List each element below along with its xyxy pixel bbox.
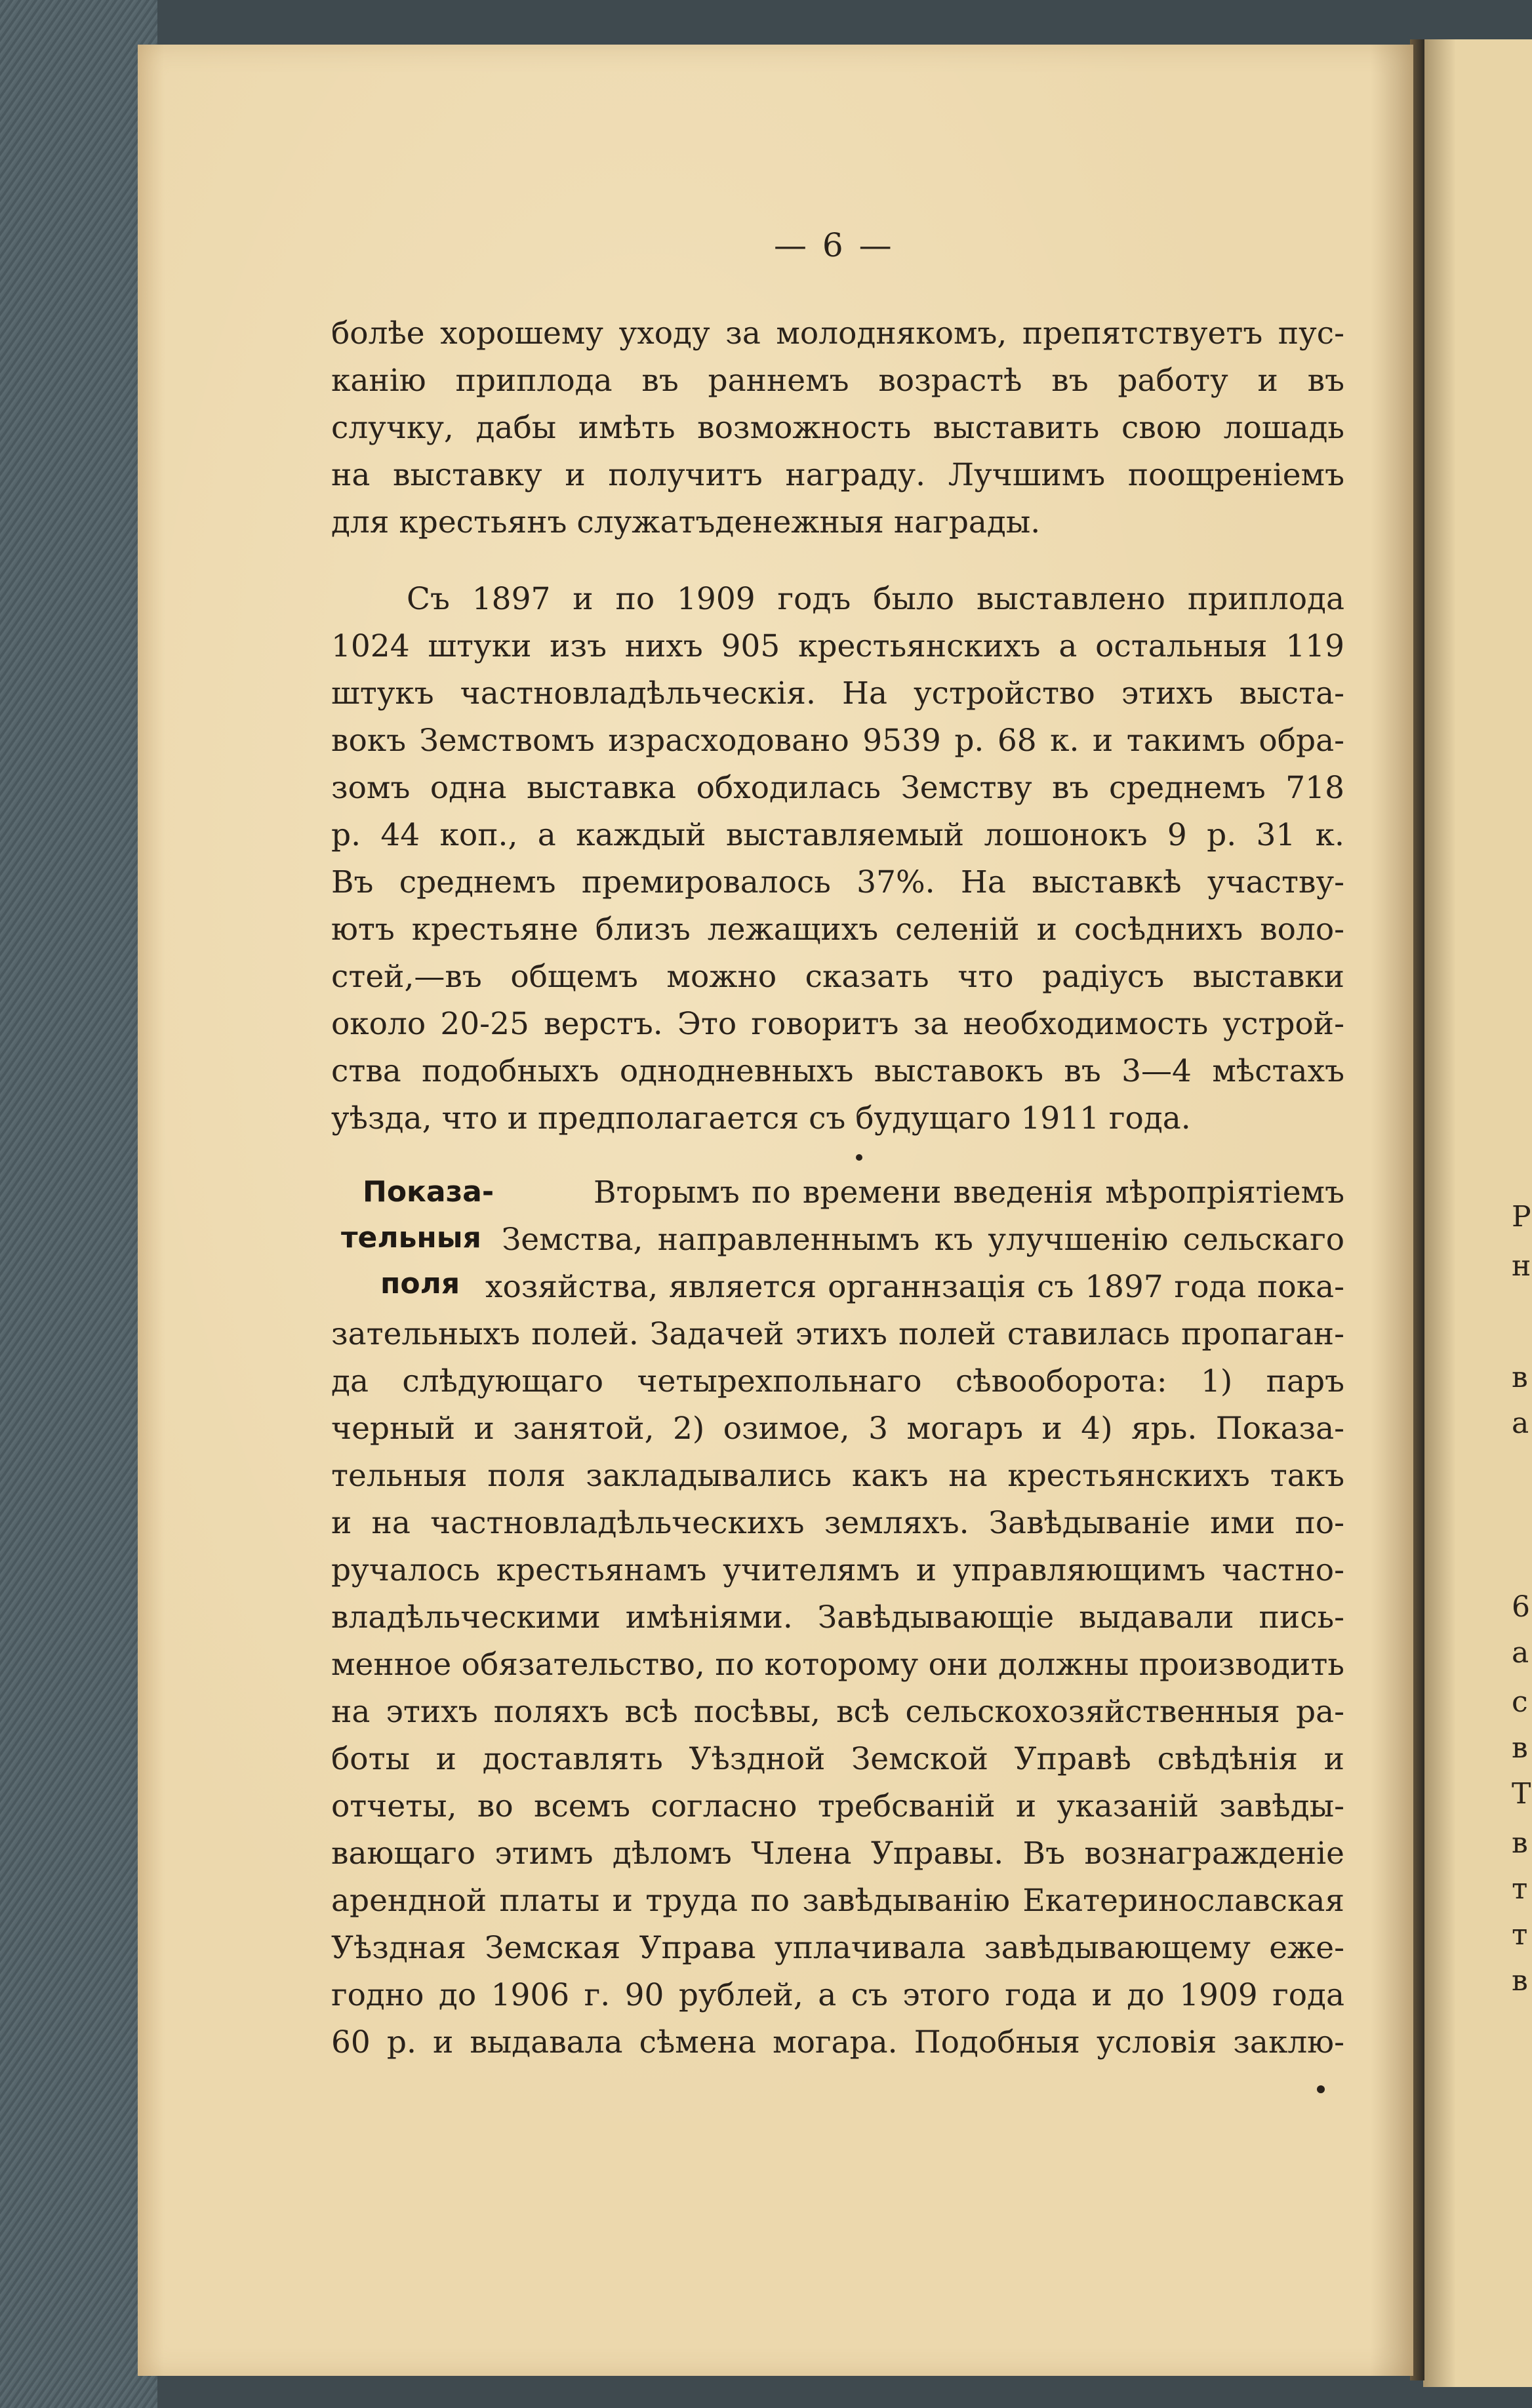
margin-note-line: Показа- bbox=[363, 1175, 494, 1209]
text-line: ручалось крестьянамъ учителямъ и управляющимъ частно- bbox=[331, 1552, 1344, 1588]
margin-note-line: тельныя bbox=[341, 1221, 481, 1254]
text-line: зомъ одна выставка обходилась Земству въ среднемъ 718 bbox=[331, 770, 1344, 806]
text-line: 1024 штуки изъ нихъ 905 крестьянскихъ а остальныя 119 bbox=[331, 628, 1344, 664]
text-line: на выставку и получитъ награду. Лучшимъ поощреніемъ bbox=[331, 457, 1344, 493]
facing-page-char: 6 bbox=[1512, 1590, 1530, 1624]
facing-page-char: в bbox=[1512, 1731, 1528, 1765]
text-line: болѣе хорошему уходу за молоднякомъ, препятствуетъ пус- bbox=[331, 315, 1344, 351]
ink-speck bbox=[1317, 2085, 1325, 2093]
text-line: боты и доставлять Уѣздной Земской Управѣ свѣдѣнія и bbox=[331, 1741, 1344, 1777]
text-line: канію приплода въ раннемъ возрастѣ въ работу и въ bbox=[331, 363, 1344, 399]
text-line: хозяйства, является органнзація съ 1897 года пока- bbox=[485, 1269, 1344, 1305]
text-line: отчеты, во всемъ согласно требсваній и указаній завѣды- bbox=[331, 1788, 1344, 1824]
text-line: 60 р. и выдавала сѣмена могара. Подобныя условія заклю- bbox=[331, 2024, 1344, 2060]
page-number: — 6 — bbox=[774, 226, 895, 264]
text-line: на этихъ поляхъ всѣ посѣвы, всѣ сельскохозяйственныя ра- bbox=[331, 1694, 1344, 1730]
text-line: ютъ крестьяне близъ лежащихъ селеній и сосѣднихъ воло- bbox=[331, 912, 1344, 948]
text-line: и на частновладѣльческихъ земляхъ. Завѣдываніе ими по- bbox=[331, 1505, 1344, 1541]
facing-page-char: н bbox=[1512, 1249, 1531, 1283]
text-line: р. 44 коп., а каждый выставляемый лошонокъ 9 р. 31 к. bbox=[331, 817, 1344, 853]
facing-page-char: а bbox=[1512, 1636, 1529, 1670]
facing-page-char: а bbox=[1512, 1407, 1529, 1440]
text-line: ства подобныхъ однодневныхъ выставокъ въ 3—4 мѣстахъ bbox=[331, 1053, 1344, 1089]
text-line: годно до 1906 г. 90 рублей, а съ этого года и до 1909 года bbox=[331, 1977, 1344, 2013]
text-line: арендной платы и труда по завѣдыванію Екатеринославская bbox=[331, 1883, 1344, 1919]
facing-page-char: в bbox=[1512, 1826, 1528, 1860]
text-line: Земства, направленнымъ къ улучшенію сельскаго bbox=[502, 1222, 1344, 1258]
text-line: Уѣздная Земская Управа уплачивала завѣдывающему еже- bbox=[331, 1930, 1344, 1966]
text-line: владѣльческими имѣніями. Завѣдывающіе выдавали пись- bbox=[331, 1599, 1344, 1635]
facing-page-char: Р bbox=[1512, 1200, 1531, 1234]
facing-page-char: в bbox=[1512, 1964, 1528, 1997]
text-line: зательныхъ полей. Задачей этихъ полей ставилась пропаган- bbox=[331, 1316, 1344, 1352]
text-line: случку, дабы имѣть возможность выставить свою лошадь bbox=[331, 410, 1344, 446]
ink-speck bbox=[856, 1154, 862, 1161]
text-line: менное обязательство, по которому они должны производить bbox=[331, 1647, 1344, 1683]
text-line: вокъ Земствомъ израсходовано 9539 р. 68 к. и такимъ обра- bbox=[331, 723, 1344, 759]
text-line: для крестьянъ служатъденежныя награды. bbox=[331, 504, 1041, 540]
margin-note-line: поля bbox=[380, 1267, 460, 1300]
text-line: Съ 1897 и по 1909 годъ было выставлено приплода bbox=[407, 581, 1344, 617]
text-line: вающаго этимъ дѣломъ Члена Управы. Въ вознагражденіе bbox=[331, 1836, 1344, 1872]
text-line: штукъ частновладѣльческія. На устройство этихъ выста- bbox=[331, 675, 1344, 712]
facing-page-char: т bbox=[1512, 1872, 1528, 1906]
text-line: Въ среднемъ премировалось 37%. На выставкѣ участву- bbox=[331, 864, 1344, 900]
facing-page-char: т bbox=[1512, 1918, 1528, 1952]
facing-page-char: в bbox=[1512, 1361, 1528, 1394]
book-cover-board bbox=[0, 0, 157, 2408]
text-line: Вторымъ по времени введенія мѣропріятіемъ bbox=[594, 1174, 1344, 1211]
text-line: да слѣдующаго четырехпольнаго сѣвооборота: 1) паръ bbox=[331, 1363, 1344, 1399]
facing-page-char: Т bbox=[1512, 1777, 1531, 1811]
facing-page-char: с bbox=[1512, 1685, 1528, 1719]
text-line: стей,—въ общемъ можно сказать что радіусъ выставки bbox=[331, 959, 1344, 995]
text-line: тельныя поля закладывались какъ на крестьянскихъ такъ bbox=[331, 1458, 1344, 1494]
text-line: уѣзда, что и предполагается съ будущаго 1911 года. bbox=[331, 1100, 1191, 1136]
text-line: черный и занятой, 2) озимое, 3 могаръ и 4) ярь. Показа- bbox=[331, 1411, 1344, 1447]
text-line: около 20-25 верстъ. Это говоритъ за необходимость устрой- bbox=[331, 1006, 1344, 1042]
